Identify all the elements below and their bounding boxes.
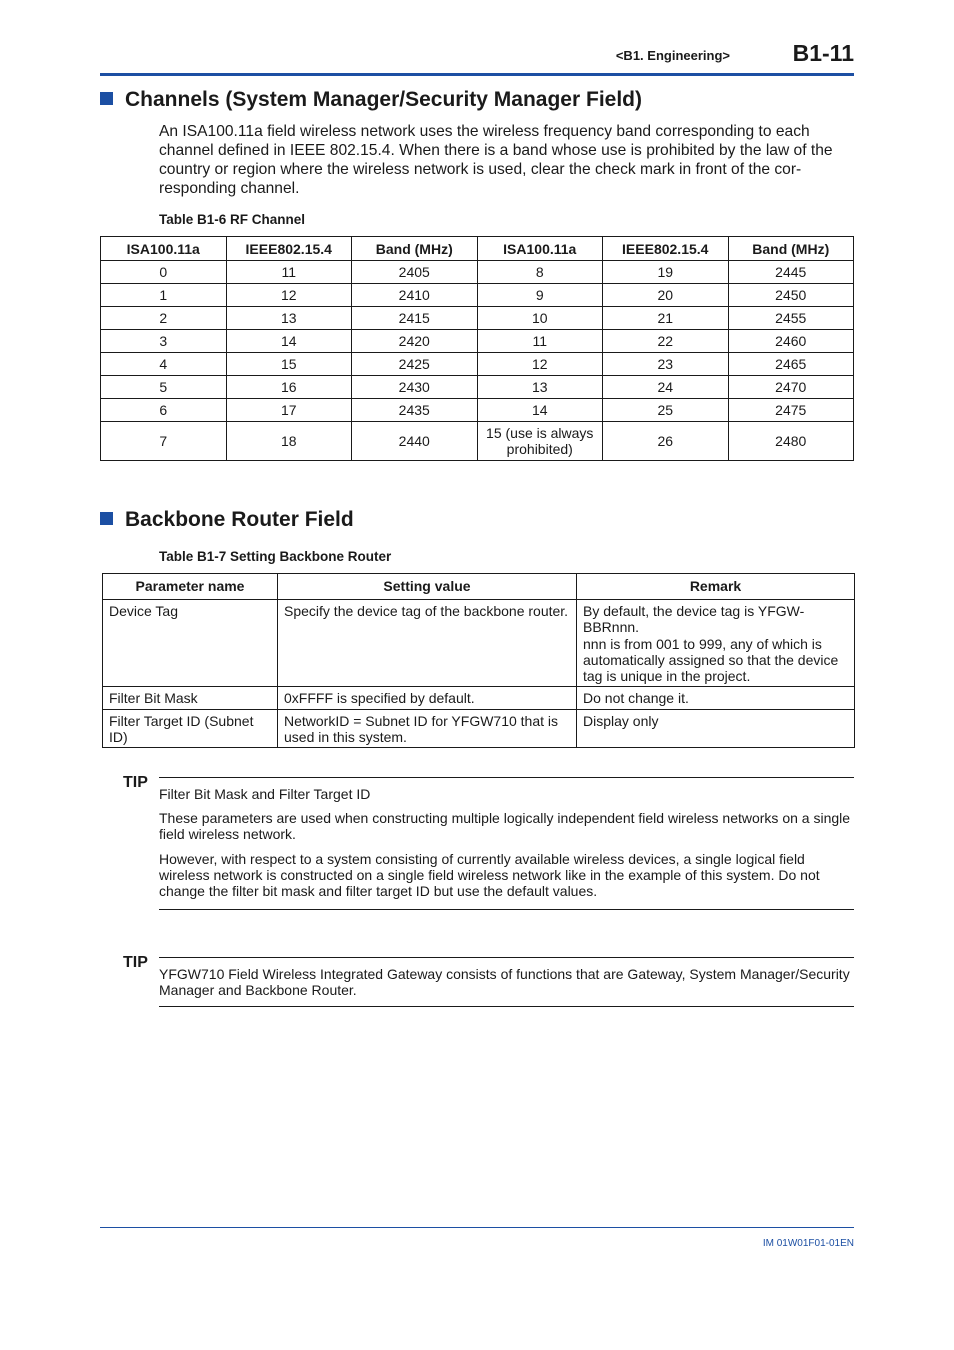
table-cell: 13 — [226, 307, 352, 330]
table-cell: 2415 — [352, 307, 478, 330]
table-cell: 11 — [226, 261, 352, 284]
tip-top-rule — [159, 777, 854, 778]
setting-value-cell: NetworkID = Subnet ID for YFGW710 that is used in this system. — [278, 709, 577, 748]
tip-body — [159, 786, 854, 907]
table-row — [101, 307, 854, 330]
remark-cell — [577, 600, 855, 687]
remark-line: By default, the device tag is YFGW-BBRnnn. — [583, 603, 805, 636]
table-cell: 26 — [603, 422, 729, 461]
tip-label: TIP — [123, 954, 148, 971]
footer-rule — [100, 1227, 854, 1228]
remark-cell — [577, 687, 855, 709]
table-cell: 7 — [101, 422, 227, 461]
section-title-text: Channels (System Manager/Security Manager Field) — [125, 88, 642, 111]
table-cell: 2455 — [728, 307, 854, 330]
table-row — [101, 330, 854, 353]
table-cell: 25 — [603, 399, 729, 422]
table-cell: 17 — [226, 399, 352, 422]
table-cell: 12 — [477, 353, 603, 376]
table-cell: 2465 — [728, 353, 854, 376]
table-cell: 0 — [101, 261, 227, 284]
column-header: IEEE802.15.4 — [226, 237, 352, 261]
table-cell: 2445 — [728, 261, 854, 284]
column-header: ISA100.11a — [101, 237, 227, 261]
table-cell: 24 — [603, 376, 729, 399]
setting-value-cell: Specify the device tag of the backbone router. — [278, 600, 577, 687]
table-cell: 2475 — [728, 399, 854, 422]
column-header: Band (MHz) — [352, 237, 478, 261]
remark-line: Display only — [583, 712, 659, 729]
table-cell: 15 (use is always prohibited) — [477, 422, 603, 461]
table-row — [101, 284, 854, 307]
table-cell: 5 — [101, 376, 227, 399]
section-title-backbone — [100, 508, 354, 532]
tip-paragraph: However, with respect to a system consisting of currently available wireless devices, a single logical field wireless network is constructed on a single field wireless network like in the example of this system. Do not change the filter bit mask and filter target ID but use the default values. — [159, 850, 820, 900]
table-cell: 2 — [101, 307, 227, 330]
tip-paragraph: YFGW710 Field Wireless Integrated Gateway consists of functions that are Gateway, System Manager/Security Manager and Backbone Router. — [159, 966, 850, 999]
table-cell: 22 — [603, 330, 729, 353]
table-cell: 20 — [603, 284, 729, 307]
table-cell: 6 — [101, 399, 227, 422]
table-cell: 15 — [226, 353, 352, 376]
tip-bottom-rule — [159, 909, 854, 910]
table-cell: 2405 — [352, 261, 478, 284]
table-cell: 2480 — [728, 422, 854, 461]
table-row — [101, 399, 854, 422]
remark-cell — [577, 709, 855, 748]
table-cell: 2420 — [352, 330, 478, 353]
parameter-name-cell: Filter Target ID (Subnet ID) — [103, 709, 278, 748]
table-cell: 2440 — [352, 422, 478, 461]
tip-heading: Filter Bit Mask and Filter Target ID — [159, 786, 371, 802]
table-cell: 8 — [477, 261, 603, 284]
section-title-channels — [100, 88, 642, 112]
table-caption-rf: Table B1-6 RF Channel — [159, 212, 306, 227]
remark-line: Do not change it. — [583, 690, 689, 707]
header-rule — [100, 73, 854, 76]
table-cell: 18 — [226, 422, 352, 461]
column-header: ISA100.11a — [477, 237, 603, 261]
column-header: IEEE802.15.4 — [603, 237, 729, 261]
table-cell: 2470 — [728, 376, 854, 399]
intro-paragraph: An ISA100.11a field wireless network uses the wireless frequency band corresponding to each channel defined in IEEE 802.15.4. When there is a band whose use is prohibited by the law of the country or region where the wireless network is used, clear the check mark in front of the cor-responding channel. — [159, 123, 833, 197]
chapter-label: <B1. Engineering> — [615, 48, 730, 63]
column-header: Setting value — [278, 574, 577, 600]
document-code: IM 01W01F01-01EN — [762, 1238, 854, 1249]
table-cell: 2460 — [728, 330, 854, 353]
table-cell: 13 — [477, 376, 603, 399]
table-cell: 4 — [101, 353, 227, 376]
table-cell: 3 — [101, 330, 227, 353]
setting-value-cell: 0xFFFF is specified by default. — [278, 687, 577, 709]
table-cell: 21 — [603, 307, 729, 330]
table-row — [103, 687, 855, 709]
tip-top-rule — [159, 957, 854, 958]
table-cell: 9 — [477, 284, 603, 307]
remark-line: nnn is from 001 to 999, any of which is automatically assigned so that the device tag is unique in the project. — [583, 635, 839, 685]
section-bullet-icon — [100, 512, 113, 525]
table-cell: 14 — [226, 330, 352, 353]
table-cell: 16 — [226, 376, 352, 399]
page-number: B1-11 — [792, 40, 854, 66]
tip-paragraph: These parameters are used when constructing multiple logically independent field wireless networks on a single field wireless network. — [159, 810, 851, 843]
table-cell: 23 — [603, 353, 729, 376]
table-row — [103, 600, 855, 687]
table-header-row — [103, 574, 855, 600]
table-cell: 14 — [477, 399, 603, 422]
table-row — [101, 376, 854, 399]
backbone-router-table — [102, 573, 855, 748]
table-row — [101, 261, 854, 284]
table-cell: 2430 — [352, 376, 478, 399]
section-title-text: Backbone Router Field — [125, 508, 354, 531]
table-cell: 2425 — [352, 353, 478, 376]
table-row — [101, 353, 854, 376]
column-header: Parameter name — [103, 574, 278, 600]
table-cell: 12 — [226, 284, 352, 307]
table-cell: 2435 — [352, 399, 478, 422]
parameter-name-cell: Device Tag — [103, 600, 278, 687]
tip-label: TIP — [123, 774, 148, 791]
table-cell: 11 — [477, 330, 603, 353]
table-cell: 2450 — [728, 284, 854, 307]
rf-channel-table — [100, 236, 854, 461]
table-caption-backbone: Table B1-7 Setting Backbone Router — [159, 549, 392, 564]
parameter-name-cell: Filter Bit Mask — [103, 687, 278, 709]
column-header: Band (MHz) — [728, 237, 854, 261]
table-cell: 10 — [477, 307, 603, 330]
table-cell: 19 — [603, 261, 729, 284]
column-header: Remark — [577, 574, 855, 600]
table-row — [101, 422, 854, 461]
table-row — [103, 709, 855, 748]
table-cell: 2410 — [352, 284, 478, 307]
tip-bottom-rule — [159, 1006, 854, 1007]
section-bullet-icon — [100, 92, 113, 105]
table-cell: 1 — [101, 284, 227, 307]
table-header-row — [101, 237, 854, 261]
